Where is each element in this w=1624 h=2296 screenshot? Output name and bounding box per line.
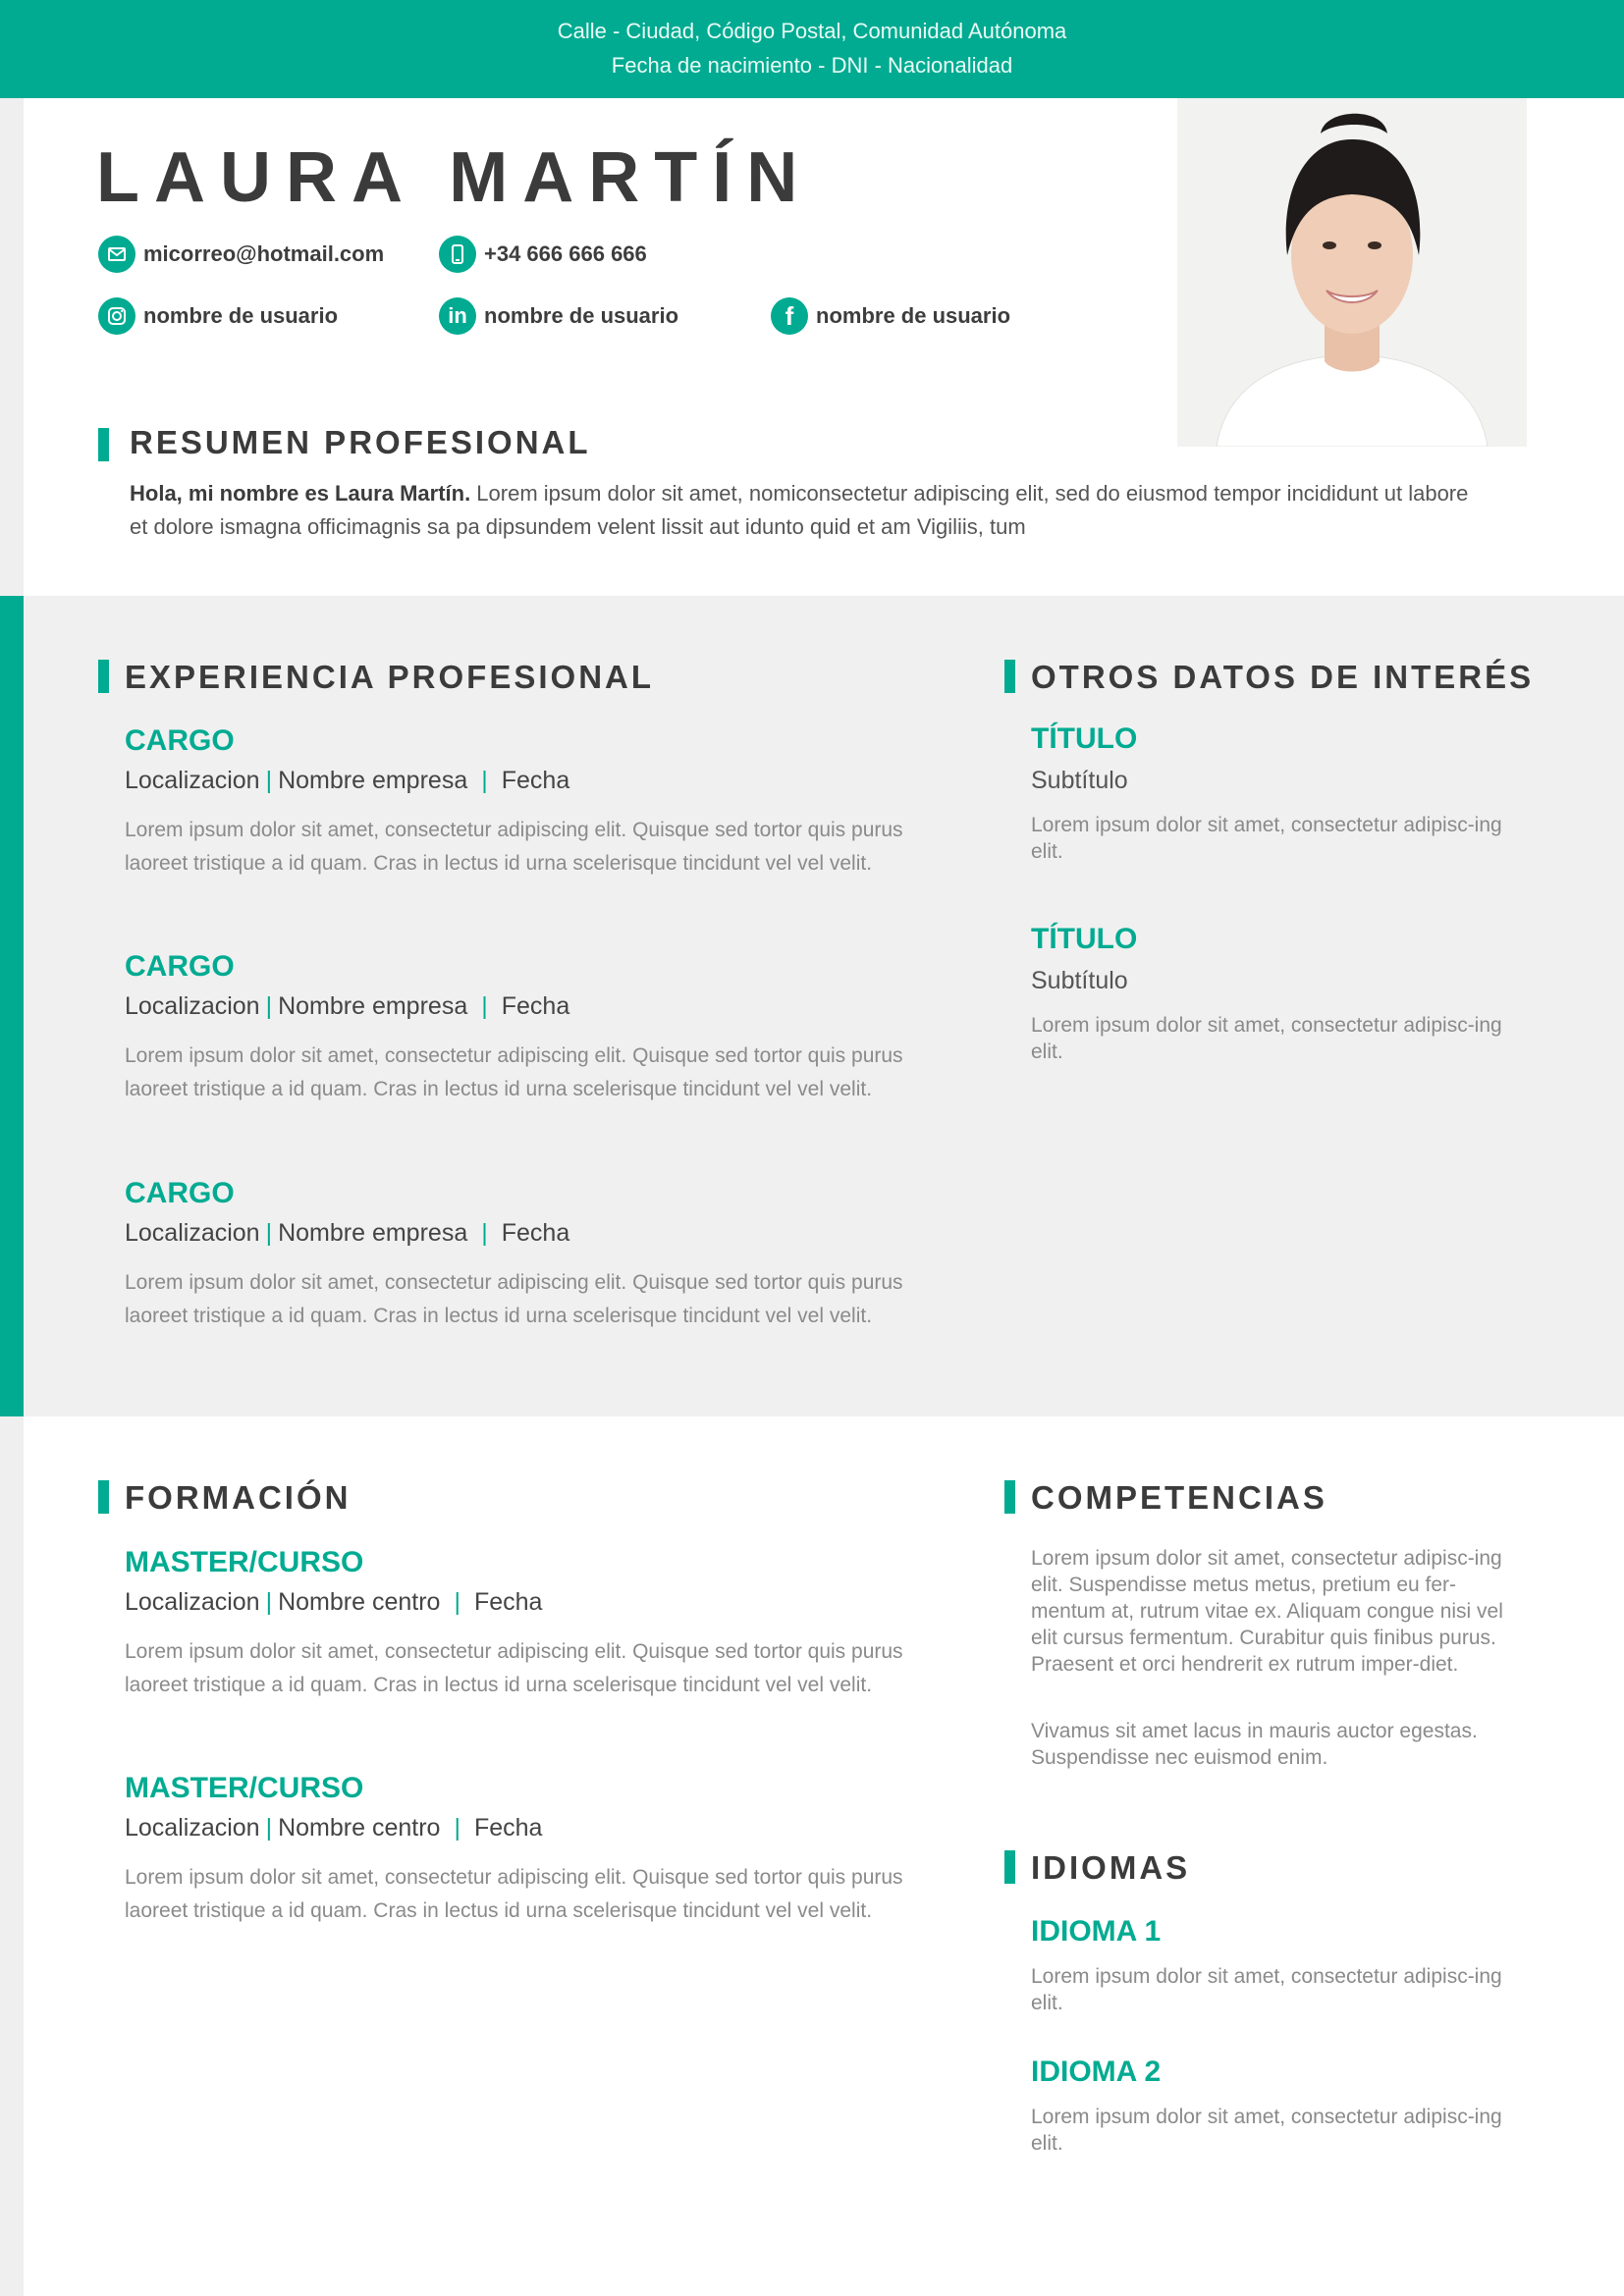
contact-facebook[interactable] (771, 297, 1010, 335)
summary-title-bar (98, 428, 109, 461)
instagram-icon (98, 297, 135, 335)
address-line: Calle - Ciudad, Código Postal, Comunidad Autónoma (557, 19, 1067, 43)
profile-photo (1177, 98, 1527, 447)
job-company: Nombre empresa (278, 767, 468, 794)
job-title: CARGO (125, 1177, 235, 1209)
job-date: Fecha (501, 767, 570, 794)
skills-title-bar (1004, 1480, 1015, 1514)
email-icon (98, 236, 135, 273)
course-title: MASTER/CURSO (125, 1772, 364, 1804)
course-meta: Localizacion | Nombre centro | Fecha (125, 1814, 543, 1842)
personal-info-line: Fecha de nacimiento - DNI - Nacionalidad (611, 53, 1013, 78)
contact-phone[interactable] (439, 236, 647, 273)
other-item-description: Lorem ipsum dolor sit amet, consectetur adipisc-ing elit. (1031, 1014, 1502, 1063)
job-description: Lorem ipsum dolor sit amet, consectetur adipiscing elit. Quisque sed tortor quis purus laoreet tristique a id quam. Cras in lectus id urna scelerisque tincidunt vel vel velit. (125, 1044, 903, 1100)
linkedin-icon: in (439, 297, 476, 335)
language-description: Lorem ipsum dolor sit amet, consectetur adipisc-ing elit. (1031, 2106, 1502, 2155)
email-text: micorreo@hotmail.com (143, 241, 385, 266)
language-name: IDIOMA 1 (1031, 1915, 1162, 1948)
other-item-description: Lorem ipsum dolor sit amet, consectetur adipisc-ing elit. (1031, 814, 1502, 863)
summary-lead: Hola, mi nombre es Laura Martín. (130, 481, 471, 506)
phone-text: +34 666 666 666 (484, 241, 647, 266)
job-description: Lorem ipsum dolor sit amet, consectetur adipiscing elit. Quisque sed tortor quis purus laoreet tristique a id quam. Cras in lectus id urna scelerisque tincidunt vel vel velit. (125, 819, 903, 875)
experience-title: EXPERIENCIA PROFESIONAL (125, 659, 655, 695)
job-title: CARGO (125, 724, 235, 757)
job-location: Localizacion (125, 992, 260, 1020)
phone-icon (439, 236, 476, 273)
contact-instagram[interactable] (98, 297, 338, 335)
left-strip-lower (0, 1416, 24, 2296)
course-description: Lorem ipsum dolor sit amet, consectetur adipiscing elit. Quisque sed tortor quis purus laoreet tristique a id quam. Cras in lectus id urna scelerisque tincidunt vel vel velit. (125, 1640, 903, 1696)
job-meta: Localizacion | Nombre empresa | Fecha (125, 767, 570, 794)
experience-title-bar (98, 660, 109, 693)
facebook-text: nombre de usuario (816, 303, 1011, 328)
job-location: Localizacion (125, 767, 260, 794)
job-title: CARGO (125, 950, 235, 983)
course-description: Lorem ipsum dolor sit amet, consectetur adipiscing elit. Quisque sed tortor quis purus laoreet tristique a id quam. Cras in lectus id urna scelerisque tincidunt vel vel velit. (125, 1866, 903, 1922)
skills-title: COMPETENCIAS (1031, 1479, 1327, 1516)
other-title: OTROS DATOS DE INTERÉS (1031, 659, 1535, 695)
job-meta: Localizacion | Nombre empresa | Fecha (125, 1219, 570, 1247)
candidate-name: LAURA MARTÍN (96, 138, 813, 217)
job-company: Nombre empresa (278, 992, 468, 1020)
language-name: IDIOMA 2 (1031, 2056, 1162, 2088)
other-item-subtitle: Subtítulo (1031, 967, 1128, 994)
skills-paragraph: Vivamus sit amet lacus in mauris auctor egestas. Suspendisse nec euismod enim. (1031, 1720, 1478, 1769)
facebook-icon: f (771, 297, 808, 335)
job-meta: Localizacion | Nombre empresa | Fecha (125, 992, 570, 1020)
course-location: Localizacion (125, 1588, 260, 1616)
other-item-subtitle: Subtítulo (1031, 767, 1128, 794)
linkedin-text: nombre de usuario (484, 303, 679, 328)
other-title-bar (1004, 660, 1015, 693)
summary-text (130, 477, 1475, 544)
job-description: Lorem ipsum dolor sit amet, consectetur adipiscing elit. Quisque sed tortor quis purus laoreet tristique a id quam. Cras in lectus id urna scelerisque tincidunt vel vel velit. (125, 1271, 903, 1327)
job-date: Fecha (501, 992, 570, 1020)
course-center: Nombre centro (278, 1814, 441, 1842)
address-header (0, 0, 1624, 98)
job-company: Nombre empresa (278, 1219, 468, 1247)
instagram-text: nombre de usuario (143, 303, 339, 328)
language-description: Lorem ipsum dolor sit amet, consectetur adipisc-ing elit. (1031, 1965, 1502, 2014)
course-center: Nombre centro (278, 1588, 441, 1616)
course-date: Fecha (473, 1588, 543, 1616)
languages-title-bar (1004, 1850, 1015, 1884)
skills-paragraph: Lorem ipsum dolor sit amet, consectetur adipisc-ing elit. Suspendisse metus metus, pretium eu fer-mentum at, rutrum vitae ex. Aliquam congue nisi vel elit cursus fermentum. Curabitur quis finibus purus. Praesent et orci hendrerit ex rutrum imper-diet. (1031, 1547, 1503, 1676)
summary-title: RESUMEN PROFESIONAL (130, 424, 591, 460)
left-strip (0, 98, 24, 596)
education-title-bar (98, 1480, 109, 1514)
job-location: Localizacion (125, 1219, 260, 1247)
contact-email[interactable] (98, 236, 384, 273)
other-item-title: TÍTULO (1031, 923, 1138, 955)
course-meta: Localizacion | Nombre centro | Fecha (125, 1588, 543, 1616)
course-title: MASTER/CURSO (125, 1546, 364, 1578)
left-accent-strip (0, 596, 24, 1416)
education-title: FORMACIÓN (125, 1479, 352, 1516)
languages-title: IDIOMAS (1031, 1849, 1191, 1886)
course-location: Localizacion (125, 1814, 260, 1842)
course-date: Fecha (473, 1814, 543, 1842)
summary-body: Lorem ipsum dolor sit amet, nomiconsectetur adipiscing elit, sed do eiusmod tempor incididunt ut labore et dolore ismagna officimagnis sa pa dipsundem velent lissit aut idunto quid et am Vigiliis, tum (130, 481, 1469, 539)
job-date: Fecha (501, 1219, 570, 1247)
contact-linkedin[interactable] (439, 297, 678, 335)
other-item-title: TÍTULO (1031, 722, 1138, 755)
